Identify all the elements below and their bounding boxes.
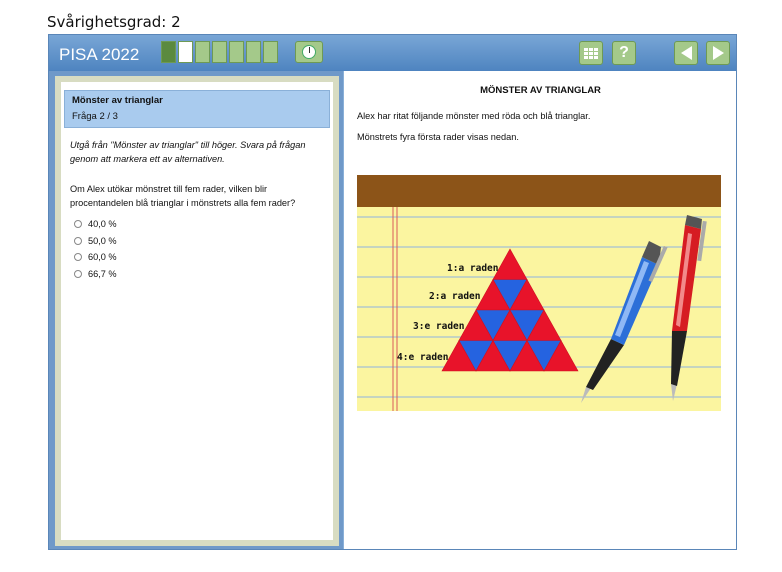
progress-segment — [212, 41, 227, 63]
help-button[interactable] — [612, 41, 636, 65]
answer-option-3[interactable] — [74, 249, 117, 266]
option-label: 40,0 % — [88, 219, 117, 230]
difficulty-label: Svårighetsgrad: 2 — [47, 13, 181, 31]
timer-button[interactable] — [295, 41, 323, 63]
progress-bar — [161, 41, 278, 63]
progress-segment — [195, 41, 210, 63]
question-title: Mönster av trianglar — [72, 95, 163, 106]
progress-segment — [229, 41, 244, 63]
question-text: Om Alex utökar mönstret till fem rader, vilken blir procentandelen blå trianglar i mönstrets alla fem rader? — [70, 184, 296, 208]
question-header — [64, 90, 330, 128]
calculator-icon — [584, 48, 598, 59]
forward-arrow-icon — [713, 46, 724, 60]
question-panel — [55, 76, 339, 546]
question-instruction: Utgå från "Mönster av trianglar" till höger. Svara på frågan genom att markera ett av alternativen. — [70, 140, 306, 164]
row-label-4: 4:e raden — [397, 352, 449, 363]
row-label-3: 3:e raden — [413, 321, 465, 332]
row-label-1: 1:a raden — [447, 263, 499, 274]
row-label-2: 2:a raden — [429, 291, 481, 302]
back-button[interactable] — [674, 41, 698, 65]
option-label: 50,0 % — [88, 235, 117, 246]
back-arrow-icon — [681, 46, 692, 60]
stimulus-text-2: Mönstrets fyra första rader visas nedan. — [357, 132, 519, 142]
app-title: PISA 2022 — [59, 45, 140, 64]
calculator-button[interactable] — [579, 41, 603, 65]
progress-segment-current — [178, 41, 193, 63]
answer-option-4[interactable] — [74, 266, 117, 283]
stimulus-panel — [343, 71, 736, 549]
desk-strip — [357, 175, 721, 207]
forward-button[interactable] — [706, 41, 730, 65]
answer-option-1[interactable] — [74, 216, 117, 233]
triangle-pattern-figure — [357, 175, 721, 411]
option-label: 66,7 % — [88, 268, 117, 279]
answer-option-2[interactable] — [74, 233, 117, 250]
radio-button[interactable] — [74, 270, 82, 278]
question-number: Fråga 2 / 3 — [72, 111, 118, 122]
progress-segment — [246, 41, 261, 63]
progress-segment — [161, 41, 176, 63]
progress-segment — [263, 41, 278, 63]
stimulus-text-1: Alex har ritat följande mönster med röda och blå trianglar. — [357, 111, 591, 121]
radio-button[interactable] — [74, 237, 82, 245]
clock-icon — [302, 45, 316, 59]
stimulus-title: MÖNSTER AV TRIANGLAR — [480, 85, 601, 96]
question-panel-inner — [61, 82, 333, 540]
answer-options — [74, 216, 117, 282]
radio-button[interactable] — [74, 253, 82, 261]
top-toolbar — [49, 35, 736, 71]
radio-button[interactable] — [74, 220, 82, 228]
help-icon: ? — [619, 44, 629, 61]
option-label: 60,0 % — [88, 252, 117, 263]
app-window — [48, 34, 737, 550]
